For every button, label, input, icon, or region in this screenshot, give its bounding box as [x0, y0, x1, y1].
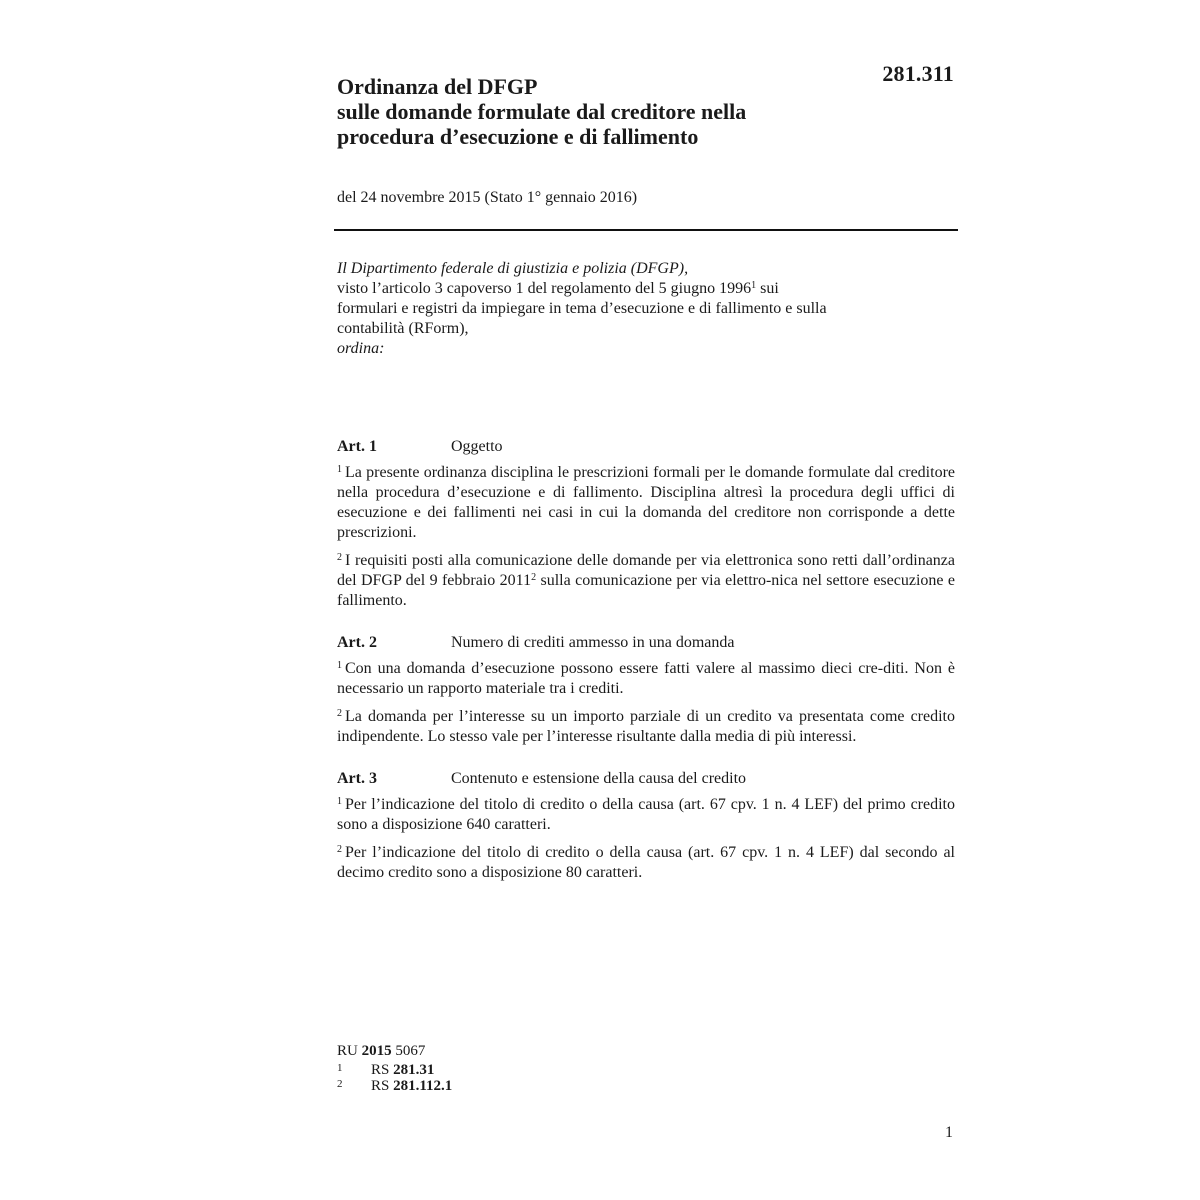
page-number: 1 — [945, 1124, 953, 1141]
footnote-mark: 2 — [337, 1078, 343, 1090]
paragraph-number: 1 — [337, 464, 342, 475]
paragraph-number: 2 — [337, 844, 342, 855]
article-paragraph — [337, 707, 955, 747]
article-paragraph — [337, 551, 955, 611]
footnote-prefix: RS — [371, 1078, 390, 1094]
paragraph-text: sulla comunicazione per via elettro-nica nel settore esecuzione e fallimento. — [337, 572, 955, 609]
title-line: Ordinanza del DFGP — [337, 74, 538, 99]
article-paragraph — [337, 795, 955, 835]
article-title: Contenuto e estensione della causa del credito — [451, 770, 747, 787]
sr-number: 281.311 — [882, 61, 954, 86]
preamble-considering-text: sui — [756, 280, 779, 297]
paragraph-text: La presente ordinanza disciplina le prescrizioni formali per le domande formulate dal creditore nella procedura d’esecuzione e di fallimento. Disciplina altresì la procedura degli uffici di esecuzione e dei fallimenti nei casi in cui la domanda del creditore non corrisponde a dette prescrizioni. — [337, 464, 955, 541]
footnote-ref[interactable]: 281.112.1 — [393, 1078, 453, 1094]
ru-prefix: RU — [337, 1043, 358, 1059]
paragraph-number: 2 — [337, 708, 342, 719]
header-divider — [334, 229, 958, 231]
paragraph-text: Con una domanda d’esecuzione possono essere fatti valere al massimo dieci cre-diti. Non è necessario un rapporto materiale tra i crediti. — [337, 660, 955, 697]
paragraph-text: Per l’indicazione del titolo di credito o della causa (art. 67 cpv. 1 n. 4 LEF) del primo credito sono a disposizione 640 caratteri. — [337, 796, 955, 833]
document-title — [337, 74, 897, 149]
article-heading — [337, 437, 955, 457]
article-number: Art. 2 — [337, 634, 377, 651]
title-line: sulle domande formulate dal creditore nella — [337, 99, 747, 124]
footnote-mark: 1 — [337, 1062, 343, 1074]
paragraph-number: 2 — [337, 552, 342, 563]
footnote-reference[interactable]: 1 — [751, 280, 757, 291]
preamble-considering-text: formulari e registri da impiegare in tema d’esecuzione e di fallimento e sulla — [337, 300, 827, 317]
article-number: Art. 3 — [337, 770, 377, 787]
paragraph-text: Per l’indicazione del titolo di credito o della causa (art. 67 cpv. 1 n. 4 LEF) dal secondo al decimo credito sono a disposizione 80 caratteri. — [337, 844, 955, 881]
ru-year: 2015 — [361, 1043, 392, 1059]
preamble-considering — [337, 279, 937, 339]
article-title: Numero di crediti ammesso in una domanda — [451, 634, 735, 651]
article-number: Art. 1 — [337, 438, 377, 455]
date-status-line: del 24 novembre 2015 (Stato 1° gennaio 2016) — [337, 189, 638, 206]
article-2 — [337, 633, 955, 747]
preamble-considering-text: visto l’articolo 3 capoverso 1 del regolamento del 5 giugno 1996 — [337, 280, 752, 297]
title-line: procedura d’esecuzione e di fallimento — [337, 124, 699, 149]
article-title: Oggetto — [451, 438, 503, 455]
paragraph-text: La domanda per l’interesse su un importo parziale di un credito va presentata come credito indipendente. Lo stesso vale per l’interesse risultante dalla media di più interessi. — [337, 708, 955, 745]
footnote-reference[interactable]: 2 — [531, 572, 537, 583]
articles — [337, 437, 955, 905]
article-paragraph — [337, 463, 955, 543]
article-heading — [337, 769, 955, 789]
preamble-considering-text: contabilità (RForm), — [337, 320, 469, 337]
article-3 — [337, 769, 955, 883]
paragraph-text: I requisiti posti alla comunicazione delle domande per via elettronica sono retti dall’ordinanza del DFGP del 9 febbraio 2011 — [337, 552, 955, 589]
preamble-ordina: ordina: — [337, 340, 385, 357]
footnote-prefix: RS — [371, 1062, 390, 1078]
footnote — [337, 1078, 452, 1094]
footnotes — [337, 1062, 452, 1094]
footnote — [337, 1062, 452, 1078]
article-paragraph — [337, 843, 955, 883]
paragraph-number: 1 — [337, 660, 342, 671]
preamble — [337, 259, 937, 359]
official-compilation-reference — [337, 1042, 425, 1060]
footnote-ref[interactable]: 281.31 — [393, 1062, 435, 1078]
ru-page: 5067 — [395, 1043, 426, 1059]
paragraph-number: 1 — [337, 796, 342, 807]
article-paragraph — [337, 659, 955, 699]
preamble-issuer: Il Dipartimento federale di giustizia e polizia (DFGP), — [337, 260, 689, 277]
article-heading — [337, 633, 955, 653]
article-1 — [337, 437, 955, 611]
